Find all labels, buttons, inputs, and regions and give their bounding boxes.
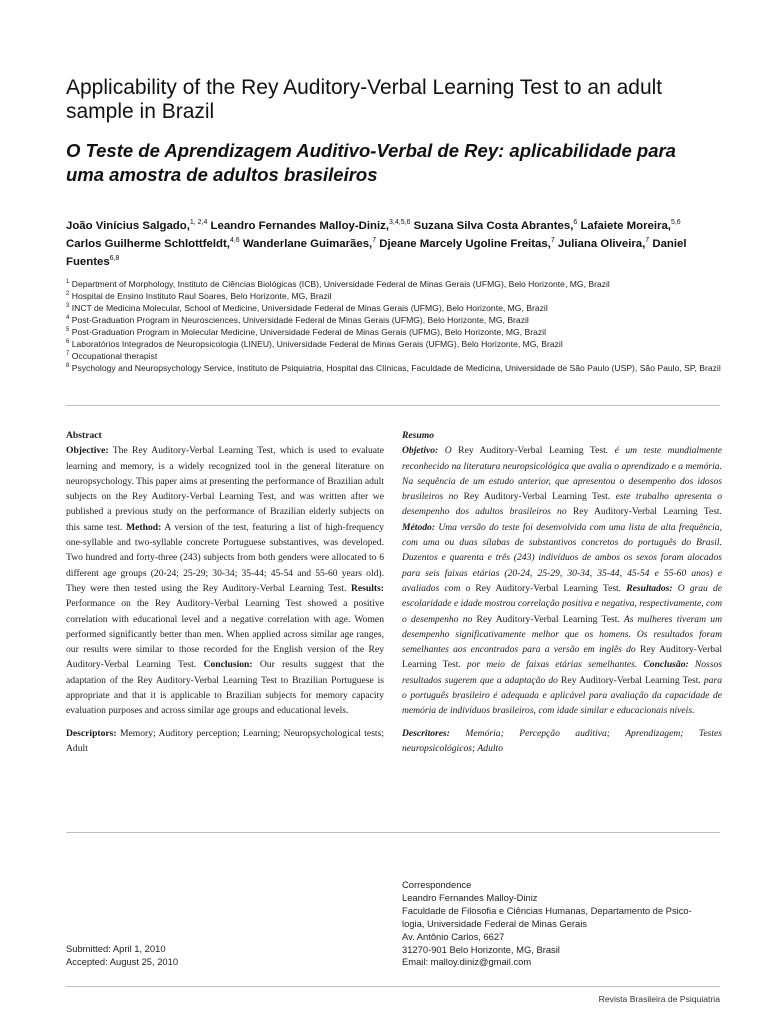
correspondence-block	[402, 879, 724, 969]
submitted-date: Submitted: April 1, 2010	[66, 943, 166, 954]
abstract-column	[66, 428, 384, 756]
author-list	[66, 217, 706, 271]
affiliation-item: $^2$ Hospital de Ensino Instituto Raul Soares, Belo Horizonte, MG, Brazil	[66, 291, 332, 301]
affiliation-item: $^3$ INCT de Medicina Molecular, School of Medicine, Universidade Federal de Minas Gerais (UFMG), Belo Horizonte, MG, Brazil	[66, 303, 548, 313]
correspondence-line: Leandro Fernandes Malloy-Diniz	[402, 891, 538, 903]
author: Daniel Fuentes$^{6,8}$	[66, 238, 687, 268]
author: Carlos Guilherme Schlottfeldt,$^{4,6}$	[66, 237, 240, 250]
affiliation-item: $^4$ Post-Graduation Program in Neurosciences, Universidade Federal de Minas Gerais (UFMG), Belo Horizonte, MG, Brazil	[66, 315, 529, 325]
author: João Vinícius Salgado,$^{1, 2,4}$	[66, 219, 208, 232]
affiliation-item: $^5$ Post-Graduation Program in Molecular Medicine, Universidade Federal de Minas Gerais (UFMG), Belo Horizonte, MG, Brazil	[66, 327, 546, 337]
resumo-descriptors: Descritores: Memória; Percepção auditiva; Aprendizagem; Testes neuropsicológicos; Adulto	[402, 727, 722, 754]
author: Suzana Silva Costa Abrantes,$^6$	[413, 219, 578, 232]
affiliation-item: $^1$ Department of Morphology, Instituto de Ciências Biológicas (ICB), Universidade Federal de Minas Gerais (UFMG), Belo Horizonte, MG, Brazil	[66, 279, 610, 289]
resumo-column	[402, 428, 722, 756]
accepted-date: Accepted: August 25, 2010	[66, 956, 179, 967]
correspondence-line: Faculdade de Filosofia e Ciências Humanas, Departamento de Psico-	[402, 904, 692, 916]
author: Lafaiete Moreira,$^{5,6}$	[580, 219, 681, 232]
author: Leandro Fernandes Malloy-Diniz,$^{3,4,5,6}$	[210, 219, 411, 232]
submission-dates	[66, 942, 326, 968]
affiliation-item: $^6$ Laboratórios Integrados de Neuropsicologia (LINEU), Universidade Federal de Minas Gerais (UFMG), Belo Horizonte, MG, Brazil	[66, 339, 563, 349]
abstract-heading: Abstract	[66, 430, 102, 441]
divider-top	[66, 405, 720, 406]
resumo-heading: Resumo	[402, 430, 434, 441]
correspondence-email: Email: malloy.diniz@gmail.com	[402, 956, 532, 968]
correspondence-line: logia, Universidade Federal de Minas Gerais	[402, 917, 587, 929]
correspondence-line: 31270-901 Belo Horizonte, MG, Brasil	[402, 943, 560, 955]
correspondence-line: Av. Antônio Carlos, 6627	[402, 930, 505, 942]
author: Juliana Oliveira,$^7$	[557, 237, 650, 250]
divider-bottom	[66, 986, 720, 987]
abstract-body: Objective: The Rey Auditory-Verbal Learning Test, which is used to evaluate learning and memory, is a widely recognized tool in the general literature on neuropsychology. This paper aims at presenting the performance of Brazilian adult subjects on the Rey Auditory-Verbal Learning Test, and was written after we published a previous study on the performance of Brazilian elderly subjects on this same test. Method: A version of the test, featuring a list of high-frequency one-syllable and two-syllable concrete Portuguese substantives, was developed. Two hundred and forty-three (243) subjects from both genders were allocated to 6 different age groups (20-24; 25-29; 30-34; 35-44; 45-54 and 55-60 years old). They were then tested using the Rey Auditory-Verbal Learning Test. Results: Performance on the Rey Auditory-Verbal Learning Test showed a positive correlation with educational level and a negative correlation with age. Women performed significantly better than men. When applied across similar age ranges, our results were similar to those recorded for the English version of the Rey Auditory-Verbal Learning Test. Conclusion: Our results suggest that the adaptation of the Rey Auditory-Verbal Learning Test to Brazilian Portuguese is appropriate and that it is applicable to Brazilian subjects for memory capacity evaluation purposes and across similar age groups and educational levels.	[66, 445, 385, 717]
journal-name: Revista Brasileira de Psiquiatria	[598, 994, 720, 1004]
abstract-descriptors: Descriptors: Memory; Auditory perception; Learning; Neuropsychological tests; Adult	[66, 727, 384, 754]
affiliation-item: $^8$ Psychology and Neuropsychology Service, Instituto de Psiquiatria, Hospital das Clínicas, Faculdade de Medicina, Universidade de São Paulo (USP), São Paulo, SP, Brazil	[66, 363, 721, 373]
resumo-body: Objetivo: O Rey Auditory-Verbal Learning Test. é um teste mundialmente reconhecido na literatura neuropsicológica que avalia o aprendizado e a memória. Na sequência de um estudo anterior, que apresentou o desempenho dos idosos brasileiros no Rey Auditory-Verbal Learning Test. este trabalho apresenta o desempenho dos adultos brasileiros no Rey Auditory-Verbal Learning Test. Método: Uma versão do teste foi desenvolvida com uma lista de alta frequência, com uma ou duas sílabas de substantivos concretos do português do Brasil. Duzentos e quarenta e três (243) indivíduos de ambos os sexos foram alocados para seis faixas etárias (20-24, 25-29, 30-34, 35-44, 45-54 e 55-60 anos) e avaliados com o Rey Auditory-Verbal Learning Test. Resultados: O grau de escolaridade e idade mostrou correlação positiva e negativa, respectivamente, com o desempenho no Rey Auditory-Verbal Learning Test. As mulheres tiveram um desempenho significativamente melhor que os homens. Os resultados foram semelhantes aos encontrados para a versão em inglês do Rey Auditory-Verbal Learning Test. por meio de faixas etárias semelhantes. Conclusão: Nossos resultados sugerem que a adaptação do Rey Auditory-Verbal Learning Test. para o português brasileiro é adequada e aplicável para avaliação da capacidade de memória de indivíduos brasileiros, com idade similar e educacionais níveis.	[402, 445, 723, 717]
author: Wanderlane Guimarães,$^7$	[242, 237, 377, 250]
author: Djeane Marcely Ugoline Freitas,$^7$	[379, 237, 555, 250]
divider-middle	[66, 832, 720, 833]
article-title-portuguese: O Teste de Aprendizagem Auditivo-Verbal de Rey: aplicabilidade para uma amostra de adultos brasileiros	[66, 140, 676, 185]
article-title-english: Applicability of the Rey Auditory-Verbal Learning Test to an adult sample in Brazil	[66, 76, 663, 123]
affiliation-list	[66, 278, 726, 374]
affiliation-item: $^7$ Occupational therapist	[66, 351, 158, 361]
correspondence-heading: Correspondence	[402, 879, 472, 890]
